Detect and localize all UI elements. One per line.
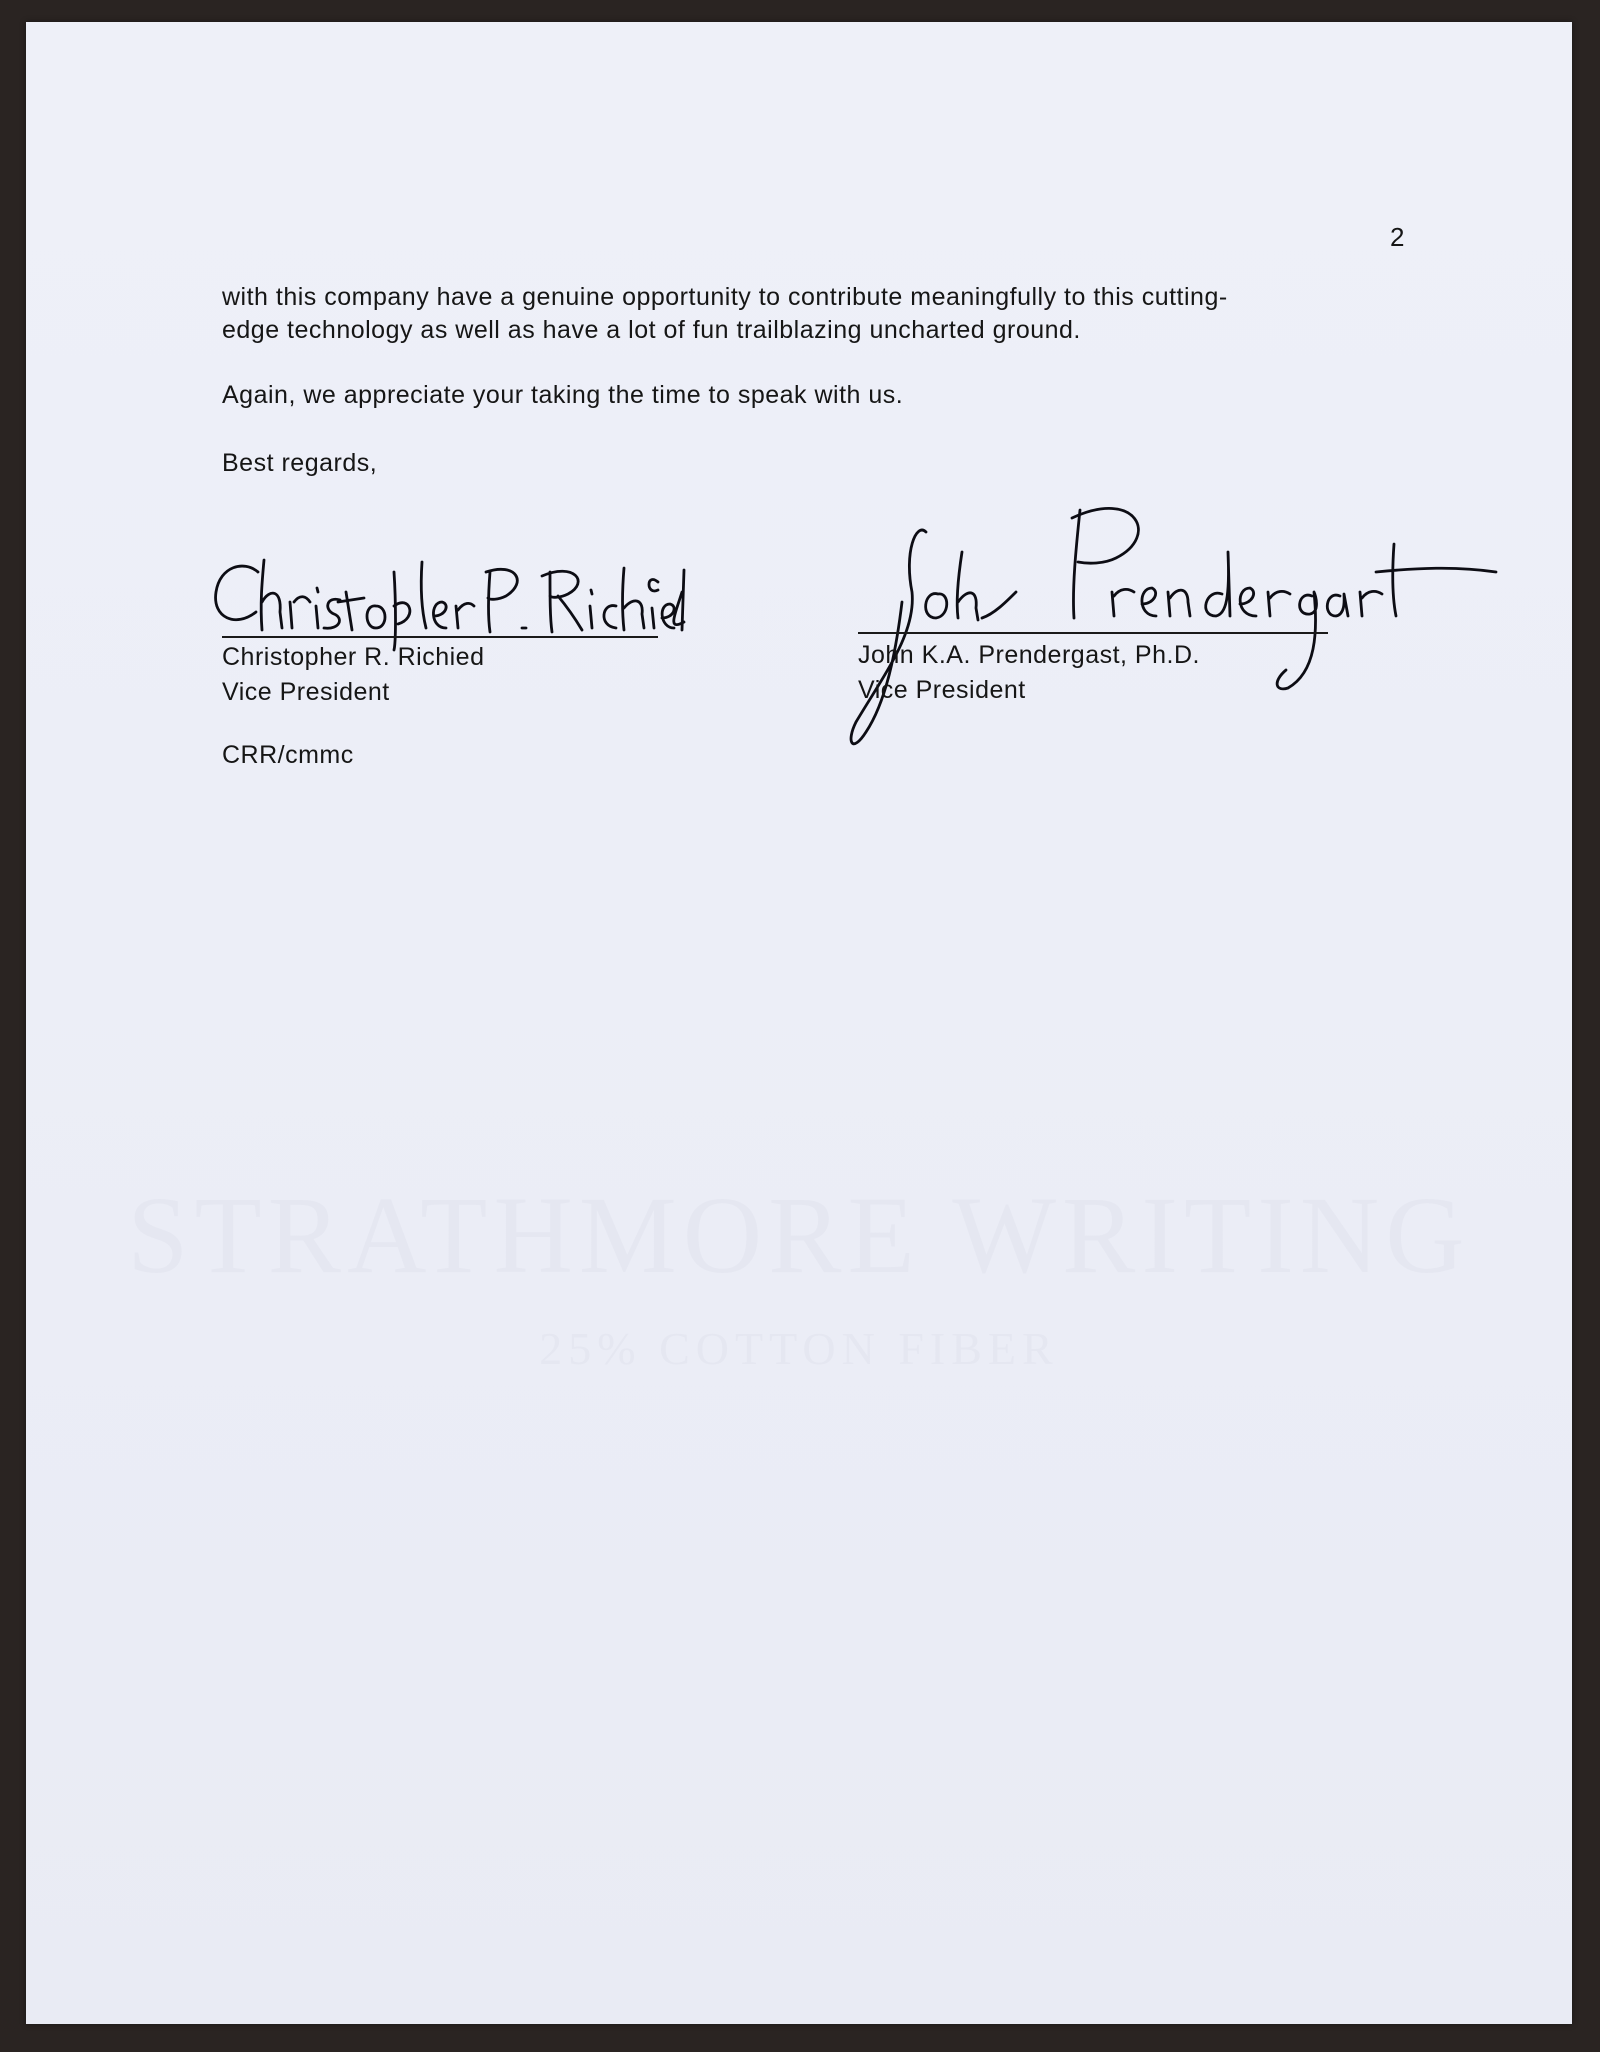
closing-salutation: Best regards, <box>222 449 378 477</box>
signer-block-left <box>222 640 485 710</box>
paper-watermark-subline <box>26 1322 1572 1375</box>
signature-line <box>222 636 658 638</box>
signer-name: John K.A. Prendergast, Ph.D. <box>858 641 1200 669</box>
letter-page <box>26 22 1572 2024</box>
paper-watermark <box>26 1172 1572 1299</box>
signer-name: Christopher R. Richied <box>222 643 485 671</box>
signer-title: Vice President <box>222 678 390 706</box>
signature-john-prendergast <box>816 492 1506 752</box>
signature-christopher-richied <box>206 532 686 652</box>
paragraph-line: with this company have a genuine opportunity to contribute meaningfully to this cutting- <box>222 283 1228 311</box>
body-paragraph: Again, we appreciate your taking the time to speak with us. <box>222 381 904 409</box>
page-number: 2 <box>1390 222 1405 252</box>
signer-title: Vice President <box>858 676 1026 704</box>
reference-initials: CRR/cmmc <box>222 741 354 769</box>
signer-block-right <box>858 638 1200 708</box>
signature-line <box>858 632 1328 634</box>
body-paragraph <box>222 280 1228 346</box>
paragraph-line: edge technology as well as have a lot of fun trailblazing uncharted ground. <box>222 316 1081 344</box>
